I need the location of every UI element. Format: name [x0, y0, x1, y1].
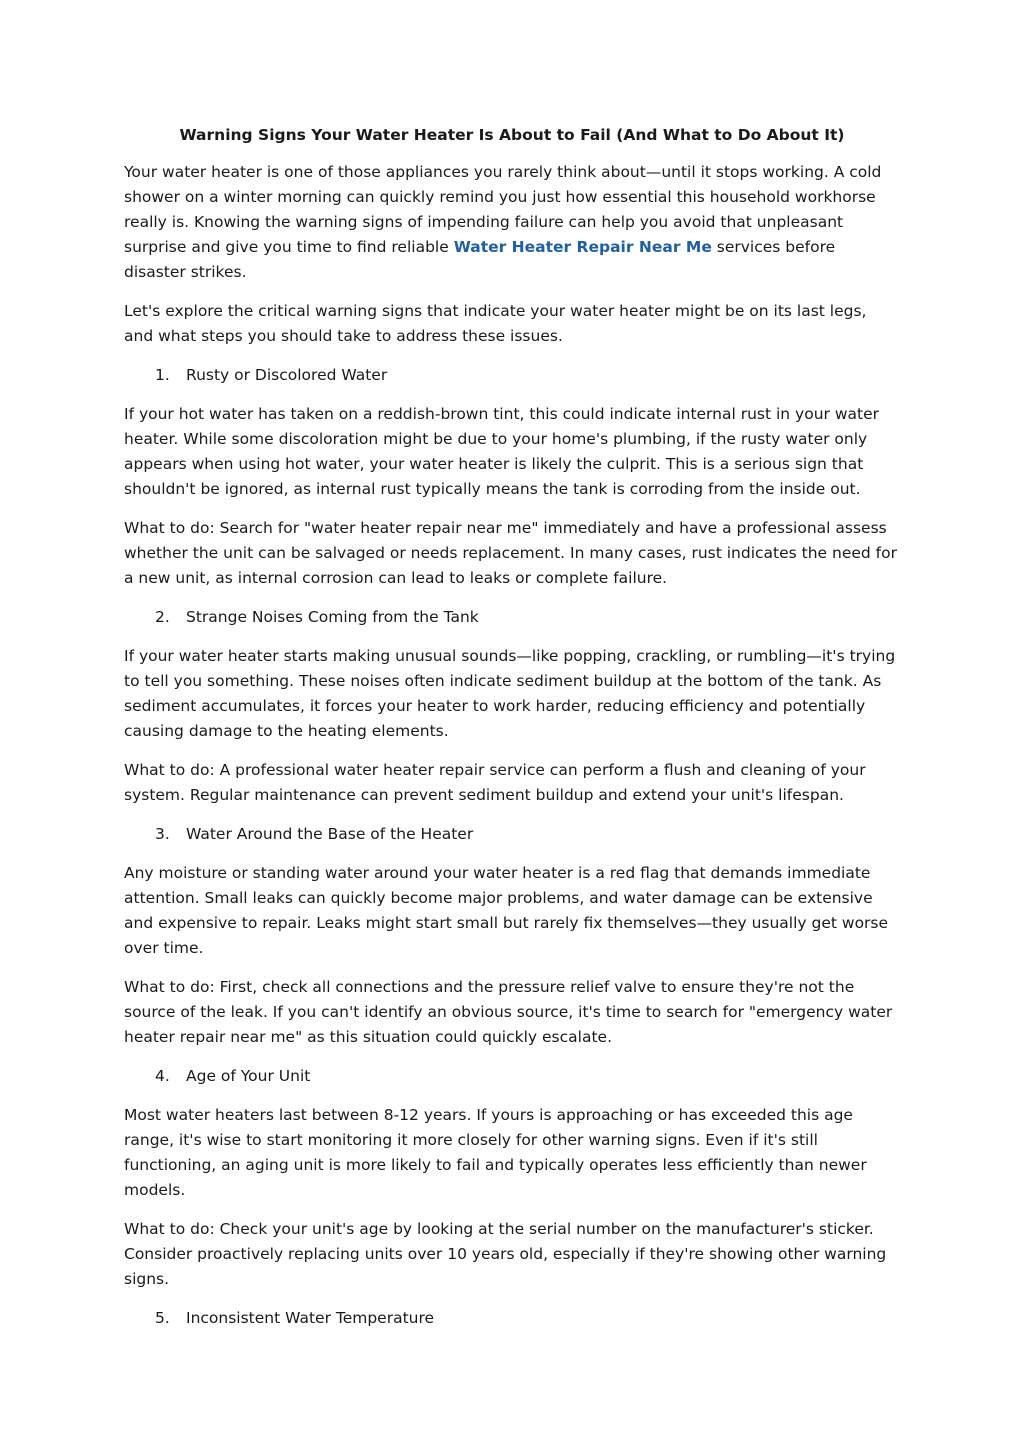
list-number: 4. — [155, 1067, 170, 1085]
list-number: 1. — [155, 366, 170, 384]
document-page — [124, 124, 900, 1345]
section-body-paragraph: Most water heaters last between 8-12 years. If yours is approaching or has exceeded this age range, it's wise to start monitoring it more closely for other warning signs. Even if it's still functioning, an aging unit is more likely to fail and typically operates less efficiently than newer models. — [124, 1106, 867, 1199]
section-heading: Rusty or Discolored Water — [186, 366, 388, 384]
list-number: 5. — [155, 1309, 170, 1327]
intro-text-before-link: Your water heater is one of those appliances you rarely think about—until it stops working. A cold shower on a winter morning can quickly remind you just how essential this household workhorse really is. Knowing the warning signs of impending failure can help you avoid that unpleasant surprise and give you time to find reliable — [124, 163, 882, 256]
water-heater-repair-link[interactable]: Water Heater Repair Near Me — [453, 238, 712, 256]
list-item-water-around-base — [124, 822, 900, 847]
section-action-paragraph: What to do: Check your unit's age by looking at the serial number on the manufacturer's sticker. Consider proactively replacing units over 10 years old, especially if they're showing other warning signs. — [124, 1220, 887, 1288]
section-body-paragraph: Any moisture or standing water around your water heater is a red flag that demands immediate attention. Small leaks can quickly become major problems, and water damage can be extensive and expensive to repair. Leaks might start small but rarely fix themselves—they usually get worse over time. — [124, 864, 889, 957]
section-heading: Inconsistent Water Temperature — [186, 1309, 435, 1327]
list-item-rusty-water — [124, 363, 900, 388]
section-heading: Age of Your Unit — [186, 1067, 311, 1085]
section-heading: Strange Noises Coming from the Tank — [186, 608, 479, 626]
section-body-paragraph: If your hot water has taken on a reddish-brown tint, this could indicate internal rust in your water heater. While some discoloration might be due to your home's plumbing, if the rusty water only appears when using hot water, your water heater is likely the culprit. This is a serious sign that shouldn't be ignored, as internal rust typically means the tank is corroding from the inside out. — [124, 405, 879, 498]
section-action-paragraph: What to do: A professional water heater repair service can perform a flush and cleaning of your system. Regular maintenance can prevent sediment buildup and extend your unit's lifespan. — [124, 761, 866, 804]
explore-paragraph: Let's explore the critical warning signs that indicate your water heater might be on its last legs, and what steps you should take to address these issues. — [124, 302, 867, 345]
section-action-paragraph: What to do: First, check all connections and the pressure relief valve to ensure they're not the source of the leak. If you can't identify an obvious source, it's time to search for "emergency water heater repair near me" as this situation could quickly escalate. — [124, 978, 893, 1046]
intro-paragraph — [124, 160, 900, 285]
section-action-paragraph: What to do: Search for "water heater repair near me" immediately and have a professional assess whether the unit can be salvaged or needs replacement. In many cases, rust indicates the need for a new unit, as internal corrosion can lead to leaks or complete failure. — [124, 519, 897, 587]
list-number: 3. — [155, 825, 170, 843]
list-item-inconsistent-temperature — [124, 1306, 900, 1331]
list-item-strange-noises — [124, 605, 900, 630]
section-body-paragraph: If your water heater starts making unusual sounds—like popping, crackling, or rumbling—it's trying to tell you something. These noises often indicate sediment buildup at the bottom of the tank. As sediment accumulates, it forces your heater to work harder, reducing efficiency and potentially causing damage to the heating elements. — [124, 647, 896, 740]
list-number: 2. — [155, 608, 170, 626]
document-title: Warning Signs Your Water Heater Is About to Fail (And What to Do About It) — [179, 126, 845, 144]
intro-text-after-link: services before disaster strikes. — [124, 238, 836, 281]
list-item-unit-age — [124, 1064, 900, 1089]
section-heading: Water Around the Base of the Heater — [186, 825, 474, 843]
